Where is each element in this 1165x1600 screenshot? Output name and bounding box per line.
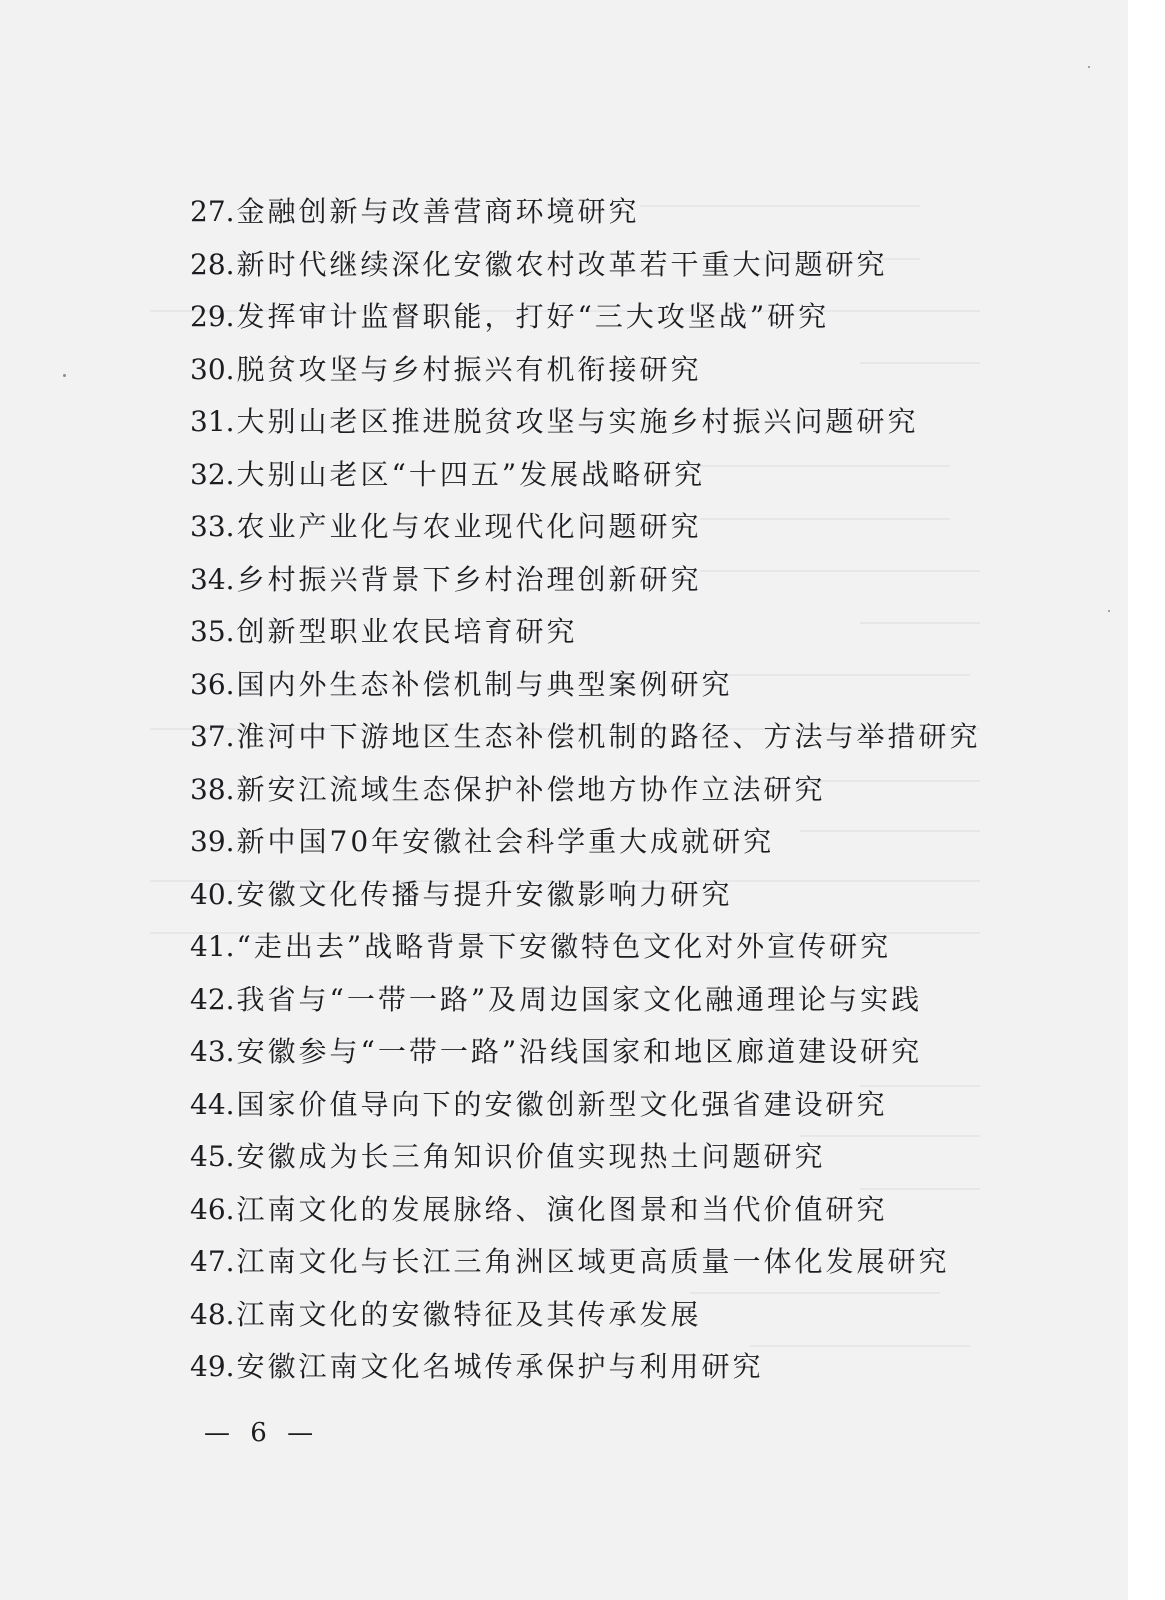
list-item (190, 501, 981, 554)
item-number: 40. (190, 877, 235, 911)
item-title: 江南文化的安徽特征及其传承发展 (236, 1297, 702, 1331)
item-title: 国内外生态补偿机制与典型案例研究 (236, 667, 733, 701)
list-item (190, 1184, 981, 1237)
item-number: 43. (190, 1035, 235, 1068)
item-number: 37. (190, 720, 235, 753)
item-number: 31. (190, 405, 235, 438)
item-title: 农业产业化与农业现代化问题研究 (236, 510, 702, 543)
item-title: 安徽江南文化名城传承保护与利用研究 (236, 1350, 764, 1383)
list-item (190, 869, 981, 922)
item-number: 44. (190, 1087, 235, 1121)
item-title: 安徽参与“一带一路”沿线国家和地区廊道建设研究 (236, 1035, 923, 1068)
item-title: 淮河中下游地区生态补偿机制的路径、方法与举措研究 (236, 720, 981, 753)
list-item (190, 921, 981, 974)
item-number: 33. (190, 510, 235, 543)
list-item (190, 816, 981, 869)
item-title: 乡村振兴背景下乡村治理创新研究 (236, 562, 702, 596)
list-item (190, 659, 981, 712)
item-number: 30. (190, 352, 235, 386)
item-number: 49. (190, 1350, 235, 1383)
item-title: 国家价值导向下的安徽创新型文化强省建设研究 (236, 1087, 888, 1121)
item-number: 28. (190, 247, 235, 281)
list-item (190, 1079, 981, 1132)
list-item (190, 1289, 981, 1342)
item-title: 大别山老区“十四五”发展战略研究 (236, 457, 706, 491)
item-title: 江南文化的发展脉络、演化图景和当代价值研究 (236, 1192, 888, 1226)
item-number: 36. (190, 667, 235, 701)
item-number: 46. (190, 1192, 235, 1226)
item-title: “走出去”战略背景下安徽特色文化对外宣传研究 (236, 930, 892, 963)
item-number: 32. (190, 457, 235, 491)
item-title: 新时代继续深化安徽农村改革若干重大问题研究 (236, 247, 888, 281)
item-title: 安徽成为长三角知识价值实现热土问题研究 (236, 1140, 826, 1173)
scan-margin (1128, 0, 1165, 1600)
item-number: 48. (190, 1297, 235, 1331)
list-item (190, 1236, 981, 1289)
item-title: 脱贫攻坚与乡村振兴有机衔接研究 (236, 352, 702, 386)
item-title: 创新型职业农民培育研究 (236, 615, 578, 648)
item-title: 我省与“一带一路”及周边国家文化融通理论与实践 (236, 982, 923, 1016)
topic-list (190, 186, 981, 1394)
item-number: 29. (190, 300, 235, 333)
page-number: — 6 — (204, 1418, 320, 1448)
list-item (190, 396, 981, 449)
list-item (190, 186, 981, 239)
paper-speck (63, 374, 66, 377)
paper-speck (1088, 66, 1090, 68)
item-title: 发挥审计监督职能，打好“三大攻坚战”研究 (236, 300, 830, 333)
list-item (190, 606, 981, 659)
item-title: 新中国70年安徽社会科学重大成就研究 (236, 825, 775, 858)
list-item (190, 1131, 981, 1184)
list-item (190, 1026, 981, 1079)
list-item (190, 1341, 981, 1394)
item-title: 江南文化与长江三角洲区域更高质量一体化发展研究 (236, 1245, 950, 1278)
item-number: 47. (190, 1245, 235, 1278)
item-number: 34. (190, 562, 235, 596)
item-number: 45. (190, 1140, 235, 1173)
list-item (190, 764, 981, 817)
paper-speck (1108, 610, 1110, 612)
item-number: 38. (190, 772, 235, 806)
list-item (190, 291, 981, 344)
item-title: 大别山老区推进脱贫攻坚与实施乡村振兴问题研究 (236, 405, 919, 438)
item-title: 金融创新与改善营商环境研究 (236, 195, 640, 228)
list-item (190, 344, 981, 397)
item-number: 27. (190, 195, 235, 228)
item-number: 39. (190, 825, 235, 858)
list-item (190, 554, 981, 607)
list-item (190, 239, 981, 292)
list-item (190, 711, 981, 764)
item-number: 35. (190, 615, 235, 648)
item-title: 安徽文化传播与提升安徽影响力研究 (236, 877, 733, 911)
item-number: 42. (190, 982, 235, 1016)
list-item (190, 974, 981, 1027)
list-item (190, 449, 981, 502)
item-title: 新安江流域生态保护补偿地方协作立法研究 (236, 772, 826, 806)
item-number: 41. (190, 930, 235, 963)
